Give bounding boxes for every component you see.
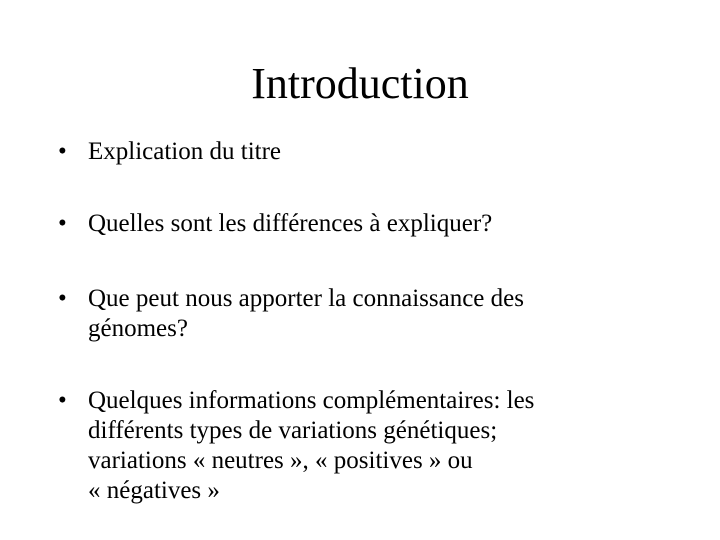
bullet-text: Quelles sont les différences à expliquer? (88, 210, 493, 237)
bullet-text: Que peut nous apporter la connaissance des génomes? (88, 285, 524, 342)
bullet-text: Quelques informations complémentaires: les différents types de variations génétiques; variations « neutres », « positives » ou « négatives » (88, 387, 535, 504)
bullet-dot-icon: • (58, 210, 67, 237)
slide-title: Introduction (251, 59, 469, 108)
bullet-item (58, 209, 658, 239)
bullet-item (58, 284, 658, 344)
bullet-dot-icon: • (58, 285, 67, 312)
bullet-dot-icon: • (58, 138, 67, 165)
bullet-item (58, 137, 658, 167)
bullet-item (58, 386, 658, 506)
bullet-dot-icon: • (58, 387, 67, 414)
bullet-text: Explication du titre (88, 138, 282, 165)
